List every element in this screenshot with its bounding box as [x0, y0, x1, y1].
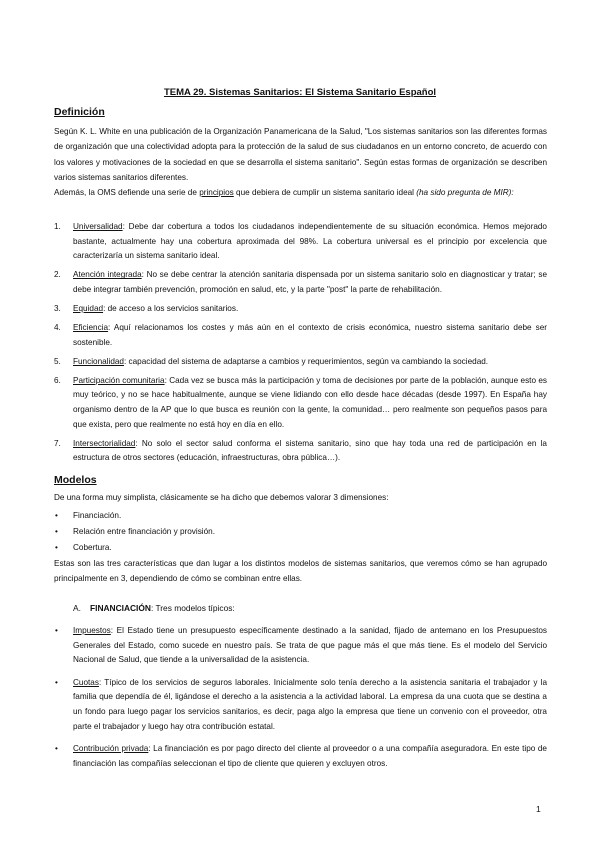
principle-number: 1. [54, 222, 61, 231]
principios-intro-text-b: que debiera de cumplir un sistema sanitario ideal [233, 188, 417, 197]
financing-type-text: : La financiación es por pago directo del cliente al proveedor o a una compañía aseguradora. En este tipo de financiación las compañías seleccionan el tipo de cliente que quieren y excluyen otros. [73, 744, 547, 768]
principle-item [54, 437, 547, 466]
principle-text: : Debe dar cobertura a todos los ciudadanos independientemente de su situación económica. Hemos mejorado bastante, actualmente hay una cobertura aproximada del 98%. La cobertura universal es el principio por excelencia que caracterizaría un sistema sanitario ideal. [73, 222, 547, 261]
dimension-text: Cobertura. [73, 543, 112, 552]
principle-item [54, 374, 547, 432]
dimension-text: Relación entre financiación y provisión. [73, 527, 215, 536]
principle-number: 2. [54, 270, 61, 280]
principles-list [54, 220, 547, 470]
subsection-rest: : Tres modelos típicos: [150, 603, 235, 613]
principle-item [54, 355, 547, 370]
principle-text: : Aquí relacionamos los costes y más aún en el contexto de crisis económica, nuestro sistema sanitario debe ser sostenible. [73, 323, 547, 347]
financing-types-list [54, 624, 547, 779]
bullet-icon: • [55, 677, 58, 687]
principle-name: Funcionalidad [73, 356, 124, 366]
principle-number: 4. [54, 323, 61, 333]
financing-type-name: Impuestos [73, 626, 111, 635]
financing-type-name: Contribución privada [73, 744, 149, 754]
dimension-text: Financiación. [73, 511, 122, 520]
modelos-after: Estas son las tres características que dan lugar a los distintos modelos de sistemas sanitarios, que veremos cómo se han agrupado principalmente en 3, dependiendo de cómo se combinan entre ellas. [54, 559, 547, 583]
bullet-icon: • [55, 626, 58, 635]
principle-name: Eficiencia [73, 323, 109, 333]
principle-text: : No se debe centrar la atención sanitaria dispensada por un sistema sanitario solo en diagnosticar y tratar; se debe integrar también prevención, promoción en salud, etc, y la parte "post" la parte de rehabilitación. [73, 270, 547, 294]
subsection-title: FINANCIACIÓN [90, 603, 151, 613]
principle-item [54, 302, 547, 317]
financing-type-name: Cuotas [73, 677, 99, 687]
principle-text: : capacidad del sistema de adaptarse a cambios y requerimientos, según va cambiando la sociedad. [123, 356, 489, 366]
principle-name: Equidad [73, 303, 104, 313]
principle-text: : de acceso a los servicios sanitarios. [103, 303, 239, 313]
principle-name: Intersectorialidad [73, 438, 136, 448]
bullet-icon: • [55, 744, 58, 754]
principle-name: Atención integrada [73, 270, 142, 280]
principle-text: : Cada vez se busca más la participación y toma de decisiones por parte de la población, aunque esto es muy teórico, y no se hace habitualmente, aunque se viene lidiando con ello desde hace décadas (desde 1997). En España hay organismo dentro de la AP que lo que busca es reunión con la gente, la comunidad… pero realmente son pequeños pasos para que exista, pero que realmente no está hoy en día en ello. [73, 375, 547, 429]
section-heading-definicion: Definición [54, 106, 105, 118]
financing-type-item [54, 624, 547, 668]
principios-intro-note: (ha sido pregunta de MIR): [416, 188, 514, 197]
bullet-icon: • [55, 527, 58, 536]
page-title: TEMA 29. Sistemas Sanitarios: El Sistema Sanitario Español [163, 87, 437, 98]
financing-type-text: : El Estado tiene un presupuesto específicamente destinado a la sanidad, fijado de antemano en los Presupuestos Generales del Estado, como sucede en nuestro país. Se trata de que pague más el que más tiene. Es el modelo del Servicio Nacional de Salud, que tiende a la universalidad de la asistencia. [73, 626, 547, 665]
section-heading-modelos: Modelos [54, 474, 97, 486]
definicion-paragraph: Según K. L. White en una publicación de la Organización Panamericana de la Salud, "Los sistemas sanitarios son las diferentes formas de organización que una colectividad adopta para la protección de la salud de sus ciudadanos en un entorno concreto, de acuerdo con los valores y motivaciones de la sociedad en que se desarrolla el sistema sanitario". Según estas formas de organización se describen varios sistemas sanitarios diferentes. [54, 127, 547, 183]
principle-item [54, 268, 547, 297]
principle-number: 6. [54, 375, 61, 385]
subsection-heading-financiacion [73, 603, 235, 613]
bullet-icon: • [55, 543, 58, 552]
principle-number: 7. [54, 438, 61, 448]
principle-number: 3. [54, 303, 61, 313]
principle-number: 5. [54, 356, 61, 366]
financing-type-item [54, 742, 547, 771]
principios-link-text: principios [199, 188, 234, 197]
principle-text: : No solo el sector salud conforma el sistema sanitario, sino que hay toda una red de participación en la estructura de otros sectores (educación, infraestructuras, obra pública…). [73, 438, 547, 463]
modelos-intro: De una forma muy simplista, clásicamente se ha dicho que debemos valorar 3 dimensiones: [54, 493, 389, 502]
subsection-letter: A. [73, 603, 81, 613]
principios-intro-text-a: Además, la OMS defiende una serie de [54, 188, 200, 197]
financing-type-text: : Típico de los servicios de seguros laborales. Inicialmente solo tenía derecho a la asistencia sanitaria el trabajador y la familia que dependía de él, ligándose el derecho a la asistencia a la actividad laboral. La empresa da una cuota que se destina a un fondo para luego pagar los servicios sanitarios, es decir, paga algo la empresa que tiene un convenio con el proveedor, otra parte el trabajador y luego hay otra contribución estatal. [73, 677, 547, 731]
principle-name: Universalidad [73, 222, 123, 231]
principle-item [54, 220, 547, 264]
principle-item [54, 321, 547, 350]
bullet-icon: • [55, 511, 58, 520]
dimension-item [54, 524, 547, 540]
page-number: 1 [536, 804, 541, 814]
dimension-item [54, 508, 547, 524]
principios-intro [54, 186, 547, 201]
dimension-item [54, 540, 547, 556]
dimensions-list [54, 508, 547, 556]
financing-type-item [54, 676, 547, 734]
principle-name: Participación comunitaria [73, 375, 165, 385]
